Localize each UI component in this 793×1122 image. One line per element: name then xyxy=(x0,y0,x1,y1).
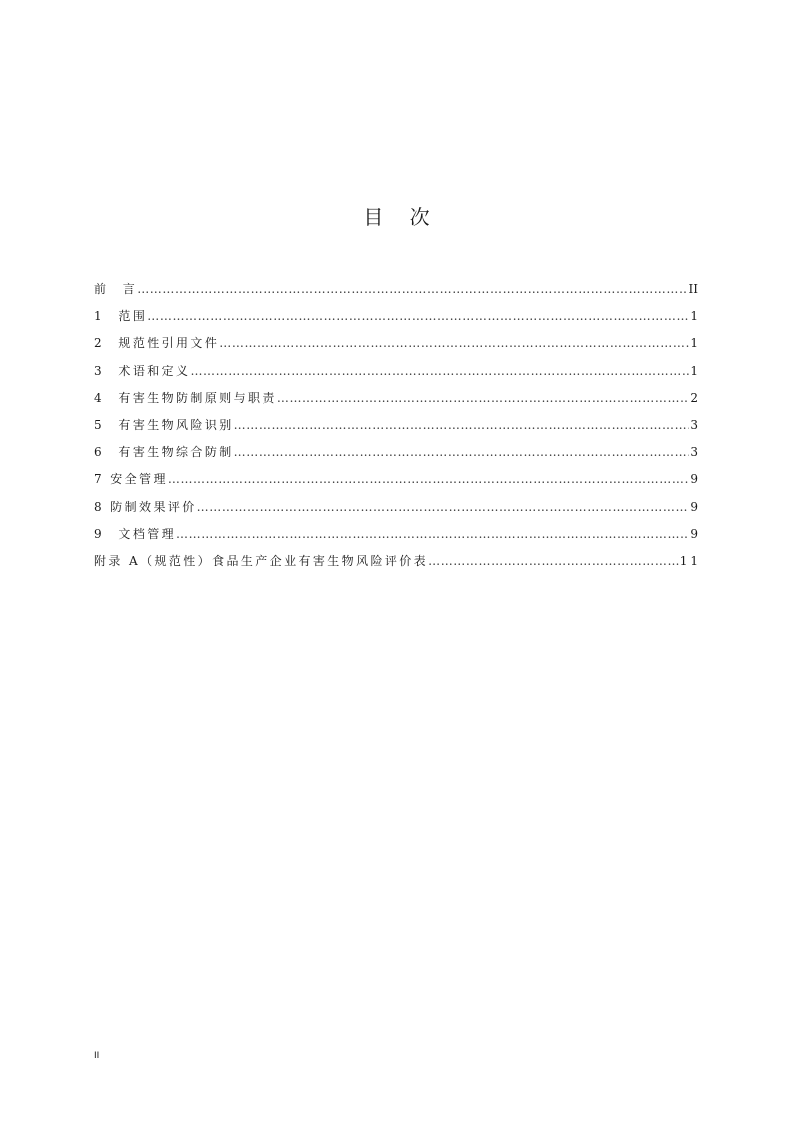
toc-entry-page: 2 xyxy=(690,390,698,405)
toc-entry-label: 3 术语和定义 xyxy=(94,363,191,378)
toc-entry-document-management[interactable] xyxy=(94,521,698,548)
toc-dot-leader xyxy=(137,276,687,303)
toc-entry-scope[interactable] xyxy=(94,303,698,330)
toc-entry-label: 1 范围 xyxy=(94,309,148,324)
toc-entry-page: 9 xyxy=(690,472,698,487)
toc-dot-leader xyxy=(234,439,690,466)
toc-entry-label: 6 有害生物综合防制 xyxy=(94,445,234,460)
toc-entry-effect-evaluation[interactable] xyxy=(94,494,698,521)
toc-entry-page: 3 xyxy=(690,417,698,432)
toc-entry-page: 9 xyxy=(690,526,698,541)
toc-entry-label: 附录 A（规范性）食品生产企业有害生物风险评价表 xyxy=(94,553,429,568)
toc-entry-label: 2 规范性引用文件 xyxy=(94,336,220,351)
toc-dot-leader xyxy=(168,466,690,493)
toc-entry-principles-responsibilities[interactable] xyxy=(94,385,698,412)
toc-entry-terms-definitions[interactable] xyxy=(94,358,698,385)
toc-entry-integrated-control[interactable] xyxy=(94,439,698,466)
table-of-contents xyxy=(94,276,701,575)
toc-entry-label: 5 有害生物风险识别 xyxy=(94,417,234,432)
toc-dot-leader xyxy=(176,521,689,548)
toc-dot-leader xyxy=(190,358,689,385)
toc-dot-leader xyxy=(234,412,690,439)
toc-entry-label: 前 言 xyxy=(94,282,138,296)
toc-entry-label: 9 文档管理 xyxy=(94,526,177,541)
toc-entry-page: 1 xyxy=(690,336,698,351)
toc-entry-safety-management[interactable] xyxy=(94,466,698,493)
toc-entry-normative-references[interactable] xyxy=(94,330,698,357)
toc-entry-page: II xyxy=(688,282,698,296)
toc-entry-foreword[interactable] xyxy=(94,276,698,303)
toc-dot-leader xyxy=(219,330,689,357)
toc-entry-risk-identification[interactable] xyxy=(94,412,698,439)
toc-entry-appendix-a[interactable] xyxy=(94,548,701,575)
toc-entry-page: 1 xyxy=(690,363,698,378)
toc-dot-leader xyxy=(147,303,689,330)
toc-dot-leader xyxy=(197,494,690,521)
toc-entry-page: 9 xyxy=(690,499,698,514)
toc-entry-page: 11 xyxy=(679,553,701,568)
toc-entry-page: 1 xyxy=(690,309,698,324)
toc-entry-label: 8 防制效果评价 xyxy=(94,499,197,514)
toc-entry-label: 7 安全管理 xyxy=(94,472,168,487)
toc-entry-label: 4 有害生物防制原则与职责 xyxy=(94,390,277,405)
page-title: 目 次 xyxy=(363,205,440,229)
toc-entry-page: 3 xyxy=(690,445,698,460)
page-number: II xyxy=(94,1051,100,1061)
toc-dot-leader xyxy=(277,385,690,412)
toc-dot-leader xyxy=(428,548,679,575)
